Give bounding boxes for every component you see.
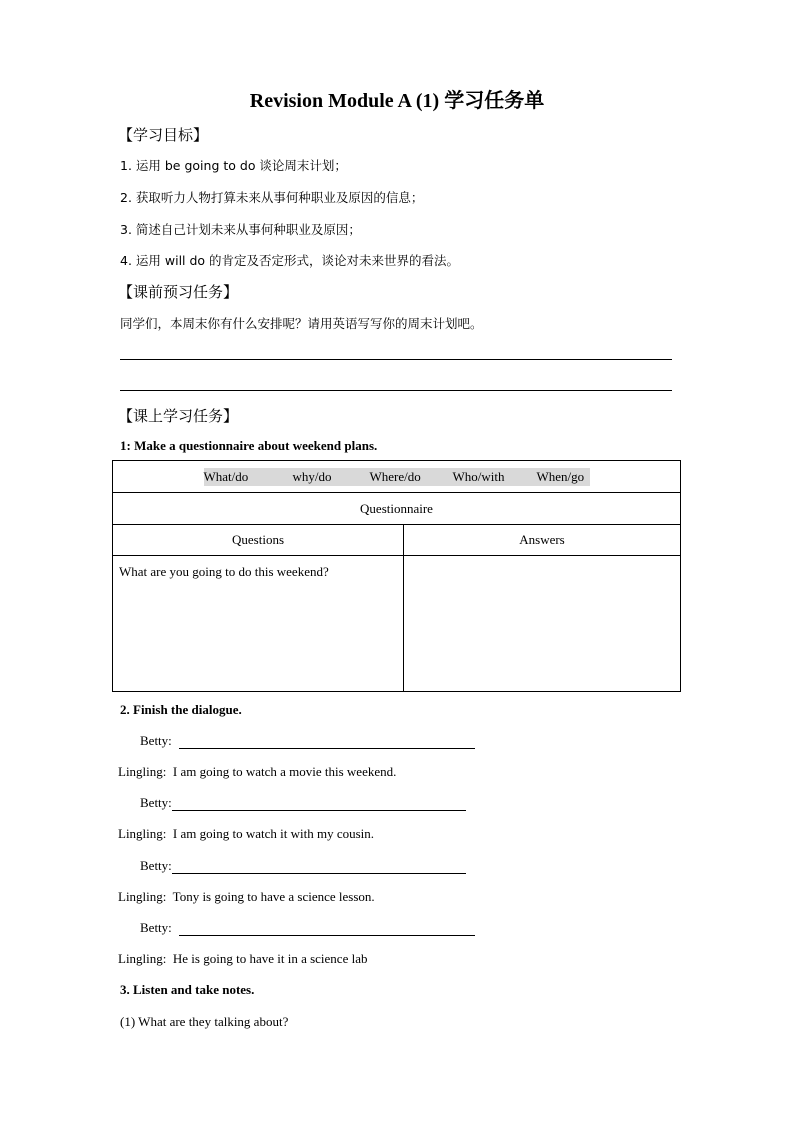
hint-word: What/do bbox=[203, 468, 249, 484]
hint-word: When/go bbox=[536, 468, 585, 484]
line-text: He is going to have it in a science lab bbox=[172, 951, 368, 966]
answers-header: Answers bbox=[404, 525, 681, 556]
objective-item: 2. 获取听力人物打算未来从事何种职业及原因的信息； bbox=[120, 190, 424, 205]
task2-heading: 2. Finish the dialogue. bbox=[120, 702, 242, 717]
speaker: Lingling: bbox=[118, 826, 167, 841]
table-title: Questionnaire bbox=[113, 493, 681, 525]
speaker: Lingling: bbox=[118, 951, 167, 966]
objective-item: 4. 运用 will do 的肯定及否定形式，谈论对未来世界的看法。 bbox=[120, 253, 460, 268]
task3-heading: 3. Listen and take notes. bbox=[120, 982, 255, 997]
questions-header: Questions bbox=[113, 525, 404, 556]
answer-blank[interactable] bbox=[179, 921, 475, 936]
dialogue-line bbox=[118, 826, 374, 842]
answer-blank[interactable] bbox=[172, 859, 466, 874]
answer-line[interactable] bbox=[120, 359, 672, 360]
hint-word: why/do bbox=[292, 468, 332, 484]
speaker: Lingling: bbox=[118, 764, 167, 779]
objectives-heading: 【学习目标】 bbox=[118, 126, 209, 144]
answer-cell[interactable] bbox=[404, 556, 681, 692]
task3-question: (1) What are they talking about? bbox=[120, 1014, 289, 1029]
dialogue-line bbox=[118, 764, 396, 780]
page-title: Revision Module A (1) 学习任务单 bbox=[249, 90, 545, 112]
speaker: Betty: bbox=[140, 858, 172, 873]
first-question: What are you going to do this weekend? bbox=[119, 564, 329, 579]
answer-blank[interactable] bbox=[179, 734, 475, 749]
speaker: Lingling: bbox=[118, 889, 167, 904]
questionnaire-table bbox=[112, 460, 681, 692]
answer-blank[interactable] bbox=[172, 796, 466, 811]
speaker: Betty: bbox=[140, 795, 172, 810]
preview-heading: 【课前预习任务】 bbox=[118, 283, 239, 301]
hint-words bbox=[204, 468, 590, 486]
objective-item: 1. 运用 be going to do 谈论周末计划； bbox=[120, 158, 347, 173]
speaker: Betty: bbox=[140, 920, 172, 935]
line-text: Tony is going to have a science lesson. bbox=[172, 889, 375, 904]
speaker: Betty: bbox=[140, 733, 172, 748]
dialogue-line bbox=[140, 795, 466, 811]
preview-prompt: 同学们，本周末你有什么安排呢？请用英语写写你的周末计划吧。 bbox=[120, 316, 483, 331]
line-text: I am going to watch it with my cousin. bbox=[172, 826, 375, 841]
hint-word: Where/do bbox=[369, 468, 421, 484]
dialogue-line bbox=[118, 889, 375, 905]
inclass-heading: 【课上学习任务】 bbox=[118, 407, 239, 425]
dialogue-line bbox=[140, 920, 475, 936]
dialogue-line bbox=[140, 733, 475, 749]
objective-item: 3. 简述自己计划未来从事何种职业及原因； bbox=[120, 222, 361, 237]
answer-line[interactable] bbox=[120, 390, 672, 391]
hint-row bbox=[113, 461, 681, 493]
line-text: I am going to watch a movie this weekend. bbox=[172, 764, 397, 779]
task1-heading: 1: Make a questionnaire about weekend plans. bbox=[120, 438, 378, 453]
hint-word: Who/with bbox=[452, 468, 505, 484]
dialogue-line bbox=[118, 951, 367, 967]
dialogue-line bbox=[140, 858, 466, 874]
question-cell[interactable] bbox=[113, 556, 404, 692]
